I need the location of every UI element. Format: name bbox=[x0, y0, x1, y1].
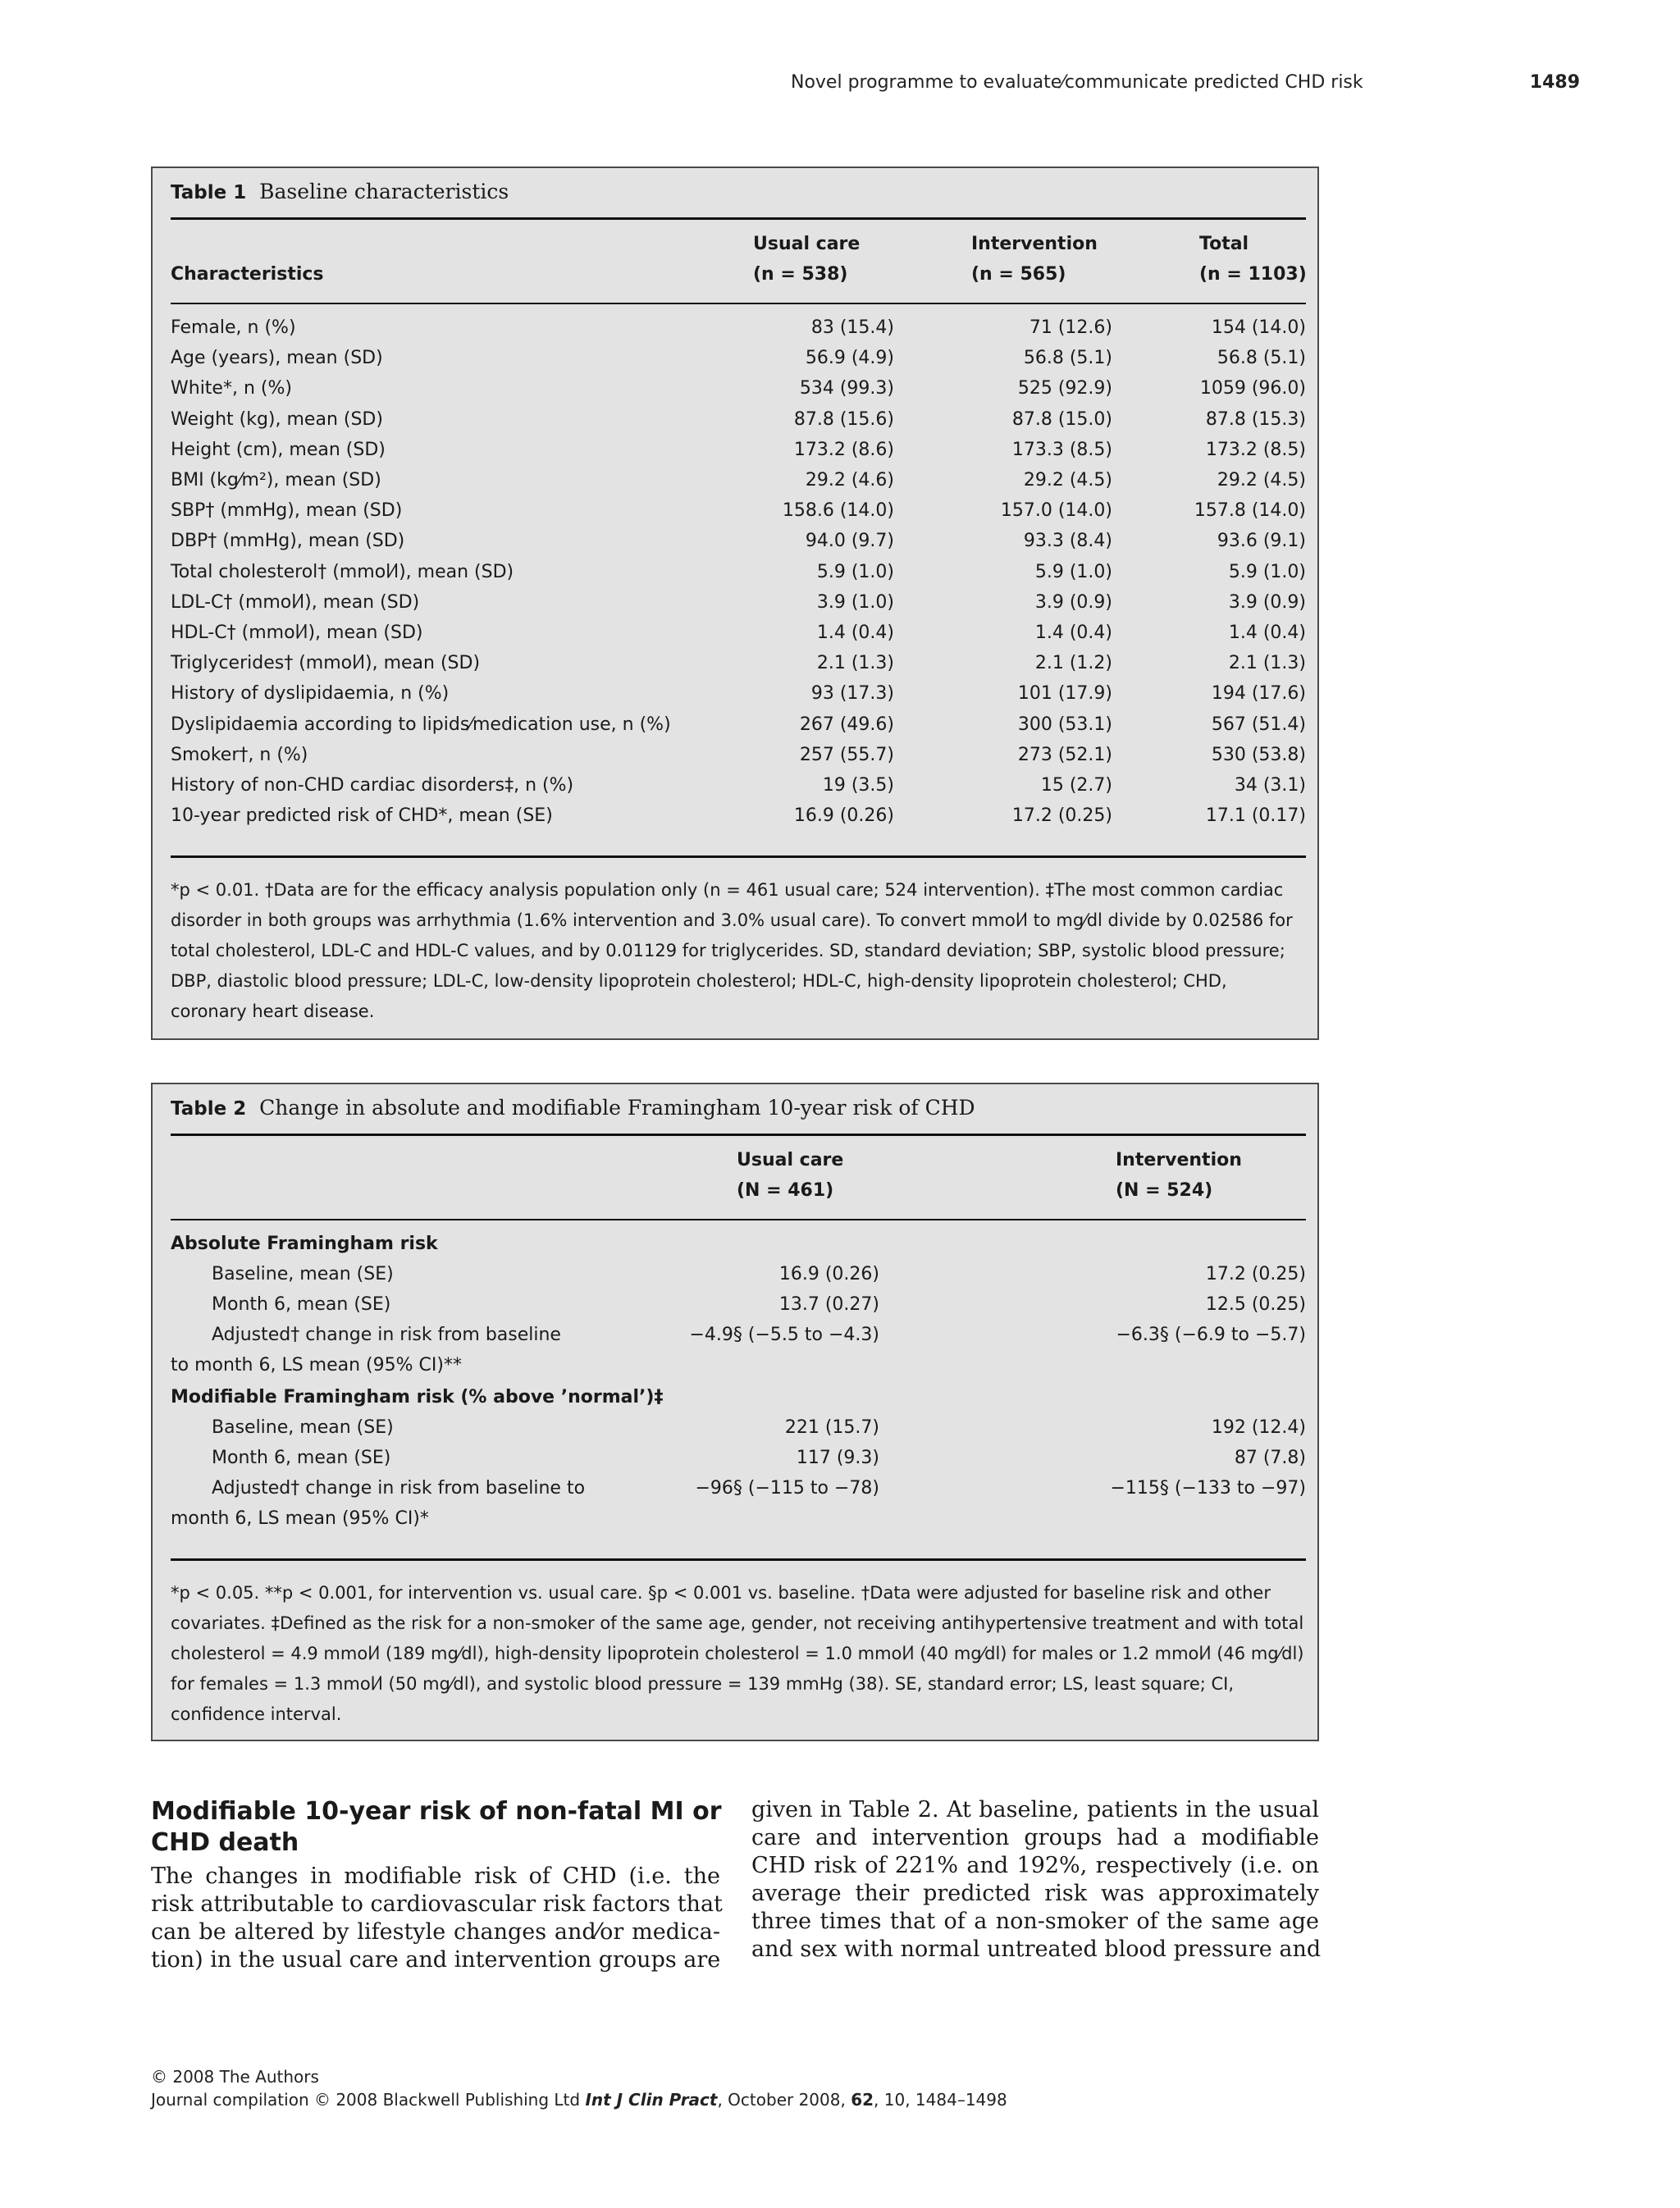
table-1-col-intervention-n: (n = 565) bbox=[971, 264, 1066, 285]
table-1-label: Table 1 bbox=[171, 182, 247, 203]
table-1-row-label: White*, n (%) bbox=[171, 378, 292, 399]
footer-volume: 62 bbox=[851, 2090, 874, 2110]
table-1-header-rule bbox=[171, 303, 1306, 304]
footer-issue-pages: , 10, 1484–1498 bbox=[874, 2090, 1007, 2110]
table-2-caption bbox=[171, 1096, 975, 1120]
table-1-cell: 158.6 (14.0) bbox=[782, 500, 894, 521]
table-2-section-modifiable: Modifiable Framingham risk (% above ’normal’)‡ bbox=[171, 1387, 664, 1407]
table-1-cell: 71 (12.6) bbox=[1029, 317, 1112, 338]
table-1-cell: 534 (99.3) bbox=[799, 378, 894, 399]
table-1-cell: 157.0 (14.0) bbox=[1000, 500, 1112, 521]
table-1-top-rule bbox=[171, 217, 1306, 220]
table-1-cell: 1.4 (0.4) bbox=[1034, 623, 1112, 643]
table-1-cell: 173.2 (8.6) bbox=[793, 440, 894, 460]
section-heading: Modifiable 10-year risk of non-fatal MI or CHD death bbox=[151, 1797, 722, 1857]
footer-date: , October 2008, bbox=[717, 2090, 846, 2110]
table-2 bbox=[151, 1083, 1319, 1741]
table-1-cell: 194 (17.6) bbox=[1211, 683, 1306, 704]
table-1-row-label: Triglycerides† (mmol⁄l), mean (SD) bbox=[171, 653, 481, 673]
table-1-cell: 93.3 (8.4) bbox=[1023, 531, 1112, 551]
table-2-cell: 13.7 (0.27) bbox=[778, 1294, 879, 1315]
table-2-section-absolute: Absolute Framingham risk bbox=[171, 1234, 438, 1254]
table-1-col-usual-care-n: (n = 538) bbox=[753, 264, 848, 285]
table-1-cell: 300 (53.1) bbox=[1017, 714, 1112, 735]
table-1-cell: 94.0 (9.7) bbox=[805, 531, 894, 551]
table-1-cell: 273 (52.1) bbox=[1017, 745, 1112, 765]
table-2-cell: −115§ (−133 to −97) bbox=[1110, 1478, 1306, 1499]
table-1-row-label: Female, n (%) bbox=[171, 317, 296, 338]
body-line: care and intervention groups had a modifiable bbox=[751, 1825, 1319, 1850]
table-2-col-intervention-n: (N = 524) bbox=[1116, 1180, 1213, 1201]
table-2-row-label-cont: to month 6, LS mean (95% CI)** bbox=[171, 1355, 462, 1375]
table-1-cell: 2.1 (1.3) bbox=[816, 653, 894, 673]
table-1-col-total-n: (n = 1103) bbox=[1199, 264, 1307, 285]
table-1-cell: 29.2 (4.5) bbox=[1217, 470, 1306, 490]
body-line: and sex with normal untreated blood pressure and bbox=[751, 1937, 1322, 1962]
table-1-cell: 29.2 (4.6) bbox=[805, 470, 894, 490]
table-1-cell: 93 (17.3) bbox=[810, 683, 894, 704]
table-1-cell: 2.1 (1.2) bbox=[1034, 653, 1112, 673]
table-1-row-label: Dyslipidaemia according to lipids⁄medication use, n (%) bbox=[171, 714, 671, 735]
footer-publisher: Journal compilation © 2008 Blackwell Publishing Ltd bbox=[151, 2090, 581, 2110]
table-1-cell: 87.8 (15.0) bbox=[1011, 409, 1112, 430]
running-head bbox=[791, 72, 1580, 98]
footer-journal-name: Int J Clin Pract bbox=[585, 2090, 718, 2110]
table-1-row-label: SBP† (mmHg), mean (SD) bbox=[171, 500, 403, 521]
table-1-cell: 5.9 (1.0) bbox=[1228, 562, 1306, 582]
table-1-cell: 530 (53.8) bbox=[1211, 745, 1306, 765]
table-1-cell: 56.8 (5.1) bbox=[1023, 348, 1112, 368]
table-1-cell: 3.9 (0.9) bbox=[1034, 592, 1112, 613]
page-footer bbox=[151, 2065, 1007, 2111]
body-line: given in Table 2. At baseline, patients in the usual bbox=[751, 1797, 1319, 1823]
table-1-row-label: DBP† (mmHg), mean (SD) bbox=[171, 531, 405, 551]
table-1-cell: 17.1 (0.17) bbox=[1205, 805, 1306, 826]
table-1-row-label: Age (years), mean (SD) bbox=[171, 348, 383, 368]
table-2-footnote: *p < 0.05. **p < 0.001, for intervention vs. usual care. §p < 0.001 vs. baseline. †Data were adjusted for baseline risk and other covariates. ‡Defined as the risk for a non-smoker of the same age, gender, not receiving antihypertensive treatment and with total cholesterol = 4.9 mmol⁄l (189 mg⁄dl), high-density lipoprotein cholesterol = 1.0 mmol⁄l (40 mg⁄dl) for males or 1.2 mmol⁄l (46 mg⁄dl) for females = 1.3 mmol⁄l (50 mg⁄dl), and systolic blood pressure = 139 mmHg (38). SE, standard error; LS, least square; CI, confidence interval. bbox=[171, 1583, 1304, 1724]
table-1-cell: 15 (2.7) bbox=[1040, 775, 1112, 796]
table-1-cell: 29.2 (4.5) bbox=[1023, 470, 1112, 490]
table-2-cell: 16.9 (0.26) bbox=[778, 1264, 879, 1284]
table-2-cell: −4.9§ (−5.5 to −4.3) bbox=[689, 1325, 879, 1345]
table-1-cell: 5.9 (1.0) bbox=[816, 562, 894, 582]
table-1-cell: 5.9 (1.0) bbox=[1034, 562, 1112, 582]
table-1-bottom-rule bbox=[171, 855, 1306, 858]
table-1-cell: 1059 (96.0) bbox=[1199, 378, 1306, 399]
table-1-row-label: HDL-C† (mmol⁄l), mean (SD) bbox=[171, 623, 423, 643]
body-column-left bbox=[151, 1863, 723, 1974]
table-1-cell: 19 (3.5) bbox=[822, 775, 894, 796]
table-1-row-label: History of non-CHD cardiac disorders‡, n (%) bbox=[171, 775, 574, 796]
body-line: risk attributable to cardiovascular risk factors that bbox=[151, 1891, 723, 1917]
table-1-row-label: 10-year predicted risk of CHD*, mean (SE) bbox=[171, 805, 553, 826]
table-1-cell: 56.8 (5.1) bbox=[1217, 348, 1306, 368]
table-2-row-label: Month 6, mean (SE) bbox=[212, 1294, 391, 1315]
footer-copyright: © 2008 The Authors bbox=[151, 2067, 319, 2087]
table-2-cell: 221 (15.7) bbox=[784, 1417, 879, 1438]
table-2-row-label: Adjusted† change in risk from baseline to bbox=[212, 1478, 586, 1499]
table-2-label: Table 2 bbox=[171, 1098, 247, 1120]
table-1-cell: 1.4 (0.4) bbox=[1228, 623, 1306, 643]
body-line: CHD risk of 221% and 192%, respectively (i.e. on bbox=[751, 1853, 1319, 1878]
table-2-row-label: Baseline, mean (SE) bbox=[212, 1264, 394, 1284]
table-1-cell: 525 (92.9) bbox=[1017, 378, 1112, 399]
table-1-caption bbox=[171, 180, 509, 203]
table-1-row-label: Smoker†, n (%) bbox=[171, 745, 308, 765]
table-2-bottom-rule bbox=[171, 1558, 1306, 1561]
table-2-cell: 17.2 (0.25) bbox=[1205, 1264, 1306, 1284]
table-2-col-usual-care: Usual care bbox=[737, 1150, 844, 1170]
table-2-row-label: Adjusted† change in risk from baseline bbox=[212, 1325, 561, 1345]
body-line: three times that of a non-smoker of the same age bbox=[751, 1909, 1319, 1934]
table-1-cell: 1.4 (0.4) bbox=[816, 623, 894, 643]
table-1-cell: 567 (51.4) bbox=[1211, 714, 1306, 735]
table-2-cell: 192 (12.4) bbox=[1211, 1417, 1306, 1438]
table-1-cell: 173.2 (8.5) bbox=[1205, 440, 1306, 460]
table-1-row-label: BMI (kg⁄m²), mean (SD) bbox=[171, 470, 381, 490]
table-2-col-intervention: Intervention bbox=[1116, 1150, 1242, 1170]
table-1-row-label: Weight (kg), mean (SD) bbox=[171, 409, 383, 430]
body-line: can be altered by lifestyle changes and⁄or medica- bbox=[151, 1919, 720, 1945]
table-2-header-rule bbox=[171, 1219, 1306, 1220]
body-line: average their predicted risk was approximately bbox=[751, 1881, 1319, 1906]
table-1-row-label: History of dyslipidaemia, n (%) bbox=[171, 683, 450, 704]
table-1-cell: 34 (3.1) bbox=[1234, 775, 1306, 796]
running-head-title: Novel programme to evaluate⁄communicate predicted CHD risk bbox=[791, 72, 1363, 93]
table-2-cell: 12.5 (0.25) bbox=[1205, 1294, 1306, 1315]
table-1-cell: 83 (15.4) bbox=[810, 317, 894, 338]
table-1-title: Baseline characteristics bbox=[259, 180, 509, 203]
table-1-col-characteristics: Characteristics bbox=[171, 264, 324, 285]
table-2-top-rule bbox=[171, 1134, 1306, 1136]
table-1-row-label: Total cholesterol† (mmol⁄l), mean (SD) bbox=[171, 562, 514, 582]
table-1-cell: 3.9 (0.9) bbox=[1228, 592, 1306, 613]
table-1-row-label: Height (cm), mean (SD) bbox=[171, 440, 386, 460]
body-line: The changes in modifiable risk of CHD (i.e. the bbox=[151, 1864, 720, 1889]
table-1-cell: 93.6 (9.1) bbox=[1217, 531, 1306, 551]
table-1-col-intervention: Intervention bbox=[971, 234, 1098, 254]
table-1-cell: 101 (17.9) bbox=[1017, 683, 1112, 704]
table-1-footnote: *p < 0.01. †Data are for the efficacy analysis population only (n = 461 usual care; 524 intervention). ‡The most common cardiac disorder in both groups was arrhythmia (1.6% intervention and 3.0% usual care). To convert mmol⁄l to mg⁄dl divide by 0.02586 for total cholesterol, LDL-C and HDL-C values, and by 0.01129 for triglycerides. SD, standard deviation; SBP, systolic blood pressure; DBP, diastolic blood pressure; LDL-C, low-density lipoprotein cholesterol; HDL-C, high-density lipoprotein cholesterol; CHD, coronary heart disease. bbox=[171, 880, 1293, 1021]
table-1-col-total: Total bbox=[1199, 234, 1249, 254]
table-1-cell: 157.8 (14.0) bbox=[1194, 500, 1306, 521]
table-2-cell: −6.3§ (−6.9 to −5.7) bbox=[1116, 1325, 1306, 1345]
table-2-cell: 87 (7.8) bbox=[1234, 1448, 1306, 1468]
body-line: tion) in the usual care and intervention groups are bbox=[151, 1947, 721, 1973]
table-1-row-label: LDL-C† (mmol⁄l), mean (SD) bbox=[171, 592, 420, 613]
table-1-cell: 267 (49.6) bbox=[799, 714, 894, 735]
table-1-cell: 17.2 (0.25) bbox=[1011, 805, 1112, 826]
page-number: 1489 bbox=[1529, 72, 1580, 93]
table-1-cell: 154 (14.0) bbox=[1211, 317, 1306, 338]
table-1-cell: 257 (55.7) bbox=[799, 745, 894, 765]
table-1-cell: 87.8 (15.3) bbox=[1205, 409, 1306, 430]
table-1-cell: 173.3 (8.5) bbox=[1011, 440, 1112, 460]
table-2-row-label: Month 6, mean (SE) bbox=[212, 1448, 391, 1468]
table-2-col-usual-care-n: (N = 461) bbox=[737, 1180, 834, 1201]
table-1-cell: 3.9 (1.0) bbox=[816, 592, 894, 613]
table-2-row-label-cont: month 6, LS mean (95% CI)* bbox=[171, 1508, 429, 1529]
table-2-cell: −96§ (−115 to −78) bbox=[695, 1478, 879, 1499]
table-2-row-label: Baseline, mean (SE) bbox=[212, 1417, 394, 1438]
table-1-cell: 87.8 (15.6) bbox=[793, 409, 894, 430]
table-1-cell: 56.9 (4.9) bbox=[805, 348, 894, 368]
table-1-col-usual-care: Usual care bbox=[753, 234, 861, 254]
table-1 bbox=[151, 167, 1319, 1040]
table-1-cell: 16.9 (0.26) bbox=[793, 805, 894, 826]
table-1-cell: 2.1 (1.3) bbox=[1228, 653, 1306, 673]
footer-journal-line bbox=[151, 2088, 1007, 2111]
table-2-cell: 117 (9.3) bbox=[796, 1448, 879, 1468]
table-2-title: Change in absolute and modifiable Framingham 10-year risk of CHD bbox=[259, 1096, 975, 1120]
body-column-right bbox=[751, 1796, 1322, 1964]
